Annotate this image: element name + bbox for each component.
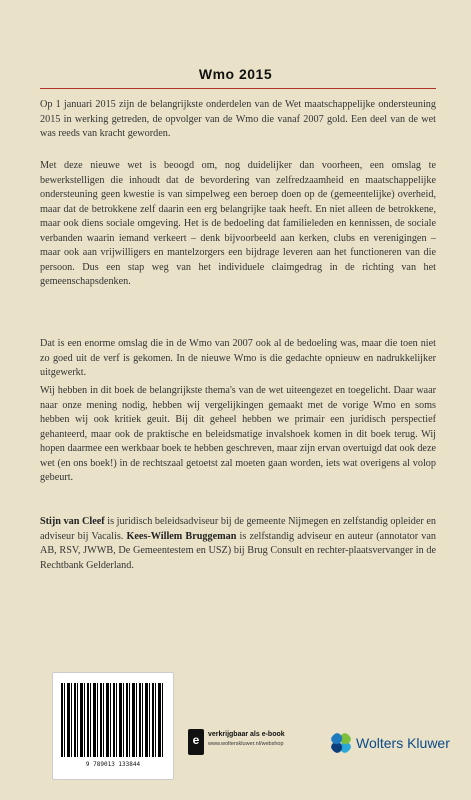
author-bio [40,515,436,573]
ebook-label: verkrijgbaar als e-book [208,731,285,738]
author-name-2: Kees-Willem Bruggeman [126,530,237,542]
barcode-bars [61,683,165,757]
ebook-badge [188,729,313,757]
barcode [52,672,174,780]
ebook-url: www.wolterskluwer.nl/webshop [208,741,284,747]
author-bio-1: is juridisch beleidsadviseur bij de gemeente Nijmegen en zelfstandig opleider en adviseur bij Vacalis. [40,516,436,542]
book-title: Wmo 2015 [198,66,273,82]
body-paragraph-4: Wij hebben in dit boek de belangrijkste thema's van de wet uiteengezet en toegelicht. Daar waar naar onze mening nodig, hebben wij vergelijkingen gemaakt met de vorige Wmo en soms hebben wij ook kritiek geuit. Bij dit geheel hebben we primair een juridisch perspectief gehanteerd, maar ook de praktische en beleidsmatige invalshoek komen in dit boek terug. Wij hopen daarmee een werkbaar boek te hebben geschreven, maar zijn ervan overtuigd dat ook deze wet (en ons boek!) in de rechtszaal getoetst zal moeten gaan worden, iets wat overigens al volop gebeurt. [40,385,436,483]
body-paragraph-2: Met deze nieuwe wet is beoogd om, nog duidelijker dan voorheen, een omslag te bewerkstelligen die inhoudt dat de bevordering van zelfredzaamheid en maatschappelijke ondersteuning geen kwestie is van simpelweg een beroep doen op de (gemeentelijke) overheid, maar dat de betrokkene zelf daarin een erg belangrijke taak heeft. En niet alleen de betrokkene, maar ook diens sociale omgeving. Het is de bedoeling dat familieleden en kennissen, de sociale verbanden waarin iemand verkeert – denk bijvoorbeeld aan kerken, clubs en verenigingen – maar ook aan vrijwilligers en mantelzorgers een bijdrage leveren aan het functioneren van die persoon. Dus een stap weg van het individuele claimgedrag in de richting van het gemeenschapsdenken. [40,160,436,287]
author-bio-2: is zelfstandig adviseur en auteur (annotator van AB, RSV, JWWB, De Gemeentestem en USZ) bij Brug Consult en rechter-plaatsvervanger in de Rechtbank Gelderland. [40,530,436,571]
title-divider [40,88,436,89]
wolters-kluwer-logo-icon [330,732,352,754]
body-paragraph-3: Dat is een enorme omslag die in de Wmo van 2007 ook al de bedoeling was, maar die toen niet zo goed uit de verf is gekomen. In de nieuwe Wmo is die gedachte opnieuw en nadrukkelijker uitgewerkt. [40,338,436,378]
ebook-icon: e [188,729,204,755]
publisher-logo [330,732,471,756]
author-name-1: Stijn van Cleef [40,516,105,527]
intro-paragraph: Op 1 januari 2015 zijn de belangrijkste onderdelen van de Wet maatschappelijke ondersteuning 2015 in werking getreden, de opvolger van de Wmo die vanaf 2007 gold. Een deel van de wet was reeds van kracht geworden. [40,99,436,139]
isbn-number: 9 789013 133844 [85,761,141,768]
publisher-name: Wolters Kluwer [356,735,450,751]
